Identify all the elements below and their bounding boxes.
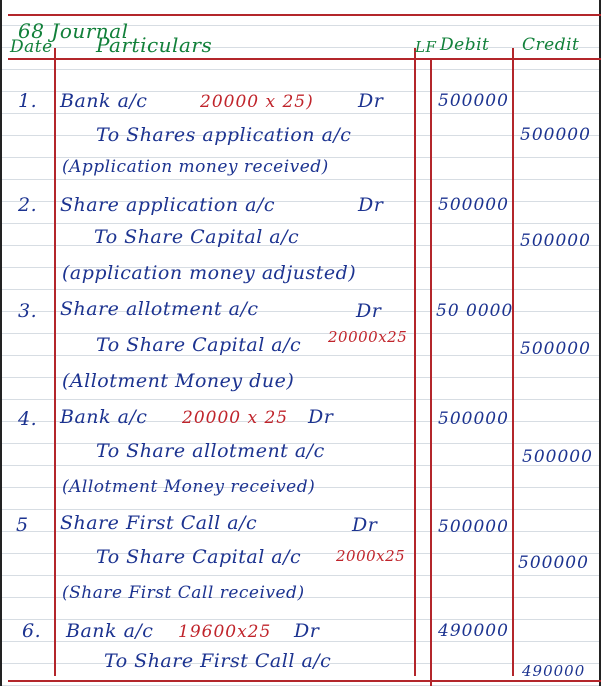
entry-3-dr: Dr: [356, 300, 382, 322]
entry-6-calc: 19600x25: [178, 622, 272, 642]
entry-3-credit-amount: 500000: [520, 339, 591, 359]
entry-2-debit-amount: 500000: [438, 195, 509, 215]
entry-2-credit-amount: 500000: [520, 231, 591, 251]
date-column-divider: [54, 48, 56, 676]
entry-2-dr: Dr: [358, 194, 384, 216]
entry-3-debit-amount: 50 0000: [436, 301, 514, 321]
entry-2-credit-account: To Share Capital a/c: [94, 226, 300, 248]
entry-6-dr: Dr: [294, 620, 320, 642]
entry-6-debit-amount: 490000: [438, 621, 509, 641]
entry-4-calc: 20000 x 25: [182, 408, 289, 428]
entry-6-debit-account: Bank a/c: [66, 620, 154, 642]
entry-2-debit-account: Share application a/c: [60, 194, 276, 216]
entry-1-debit-amount: 500000: [438, 91, 509, 111]
debit-column-divider: [430, 58, 432, 686]
entry-4-credit-amount: 500000: [522, 447, 593, 467]
entry-1-credit-account: To Shares application a/c: [96, 124, 352, 146]
entry-5-credit-amount: 500000: [518, 553, 589, 573]
entry-4-narration: (Allotment Money received): [62, 477, 316, 497]
entry-3-narration: (Allotment Money due): [62, 370, 295, 392]
entry-4-dr: Dr: [308, 406, 334, 428]
entry-5-debit-amount: 500000: [438, 517, 509, 537]
entry-5-debit-account: Share First Call a/c: [60, 512, 258, 534]
entry-4-debit-amount: 500000: [438, 409, 509, 429]
entry-3-credit-calc: 20000x25: [328, 328, 408, 346]
entry-6-credit-amount: 490000: [522, 662, 586, 680]
entry-5-credit-calc: 2000x25: [336, 547, 406, 565]
entry-4-credit-account: To Share allotment a/c: [96, 440, 325, 462]
top-rule: [8, 14, 601, 16]
page-left-edge: [0, 0, 2, 686]
entry-5-narration: (Share First Call received): [62, 583, 305, 603]
entry-2-date: 2.: [18, 194, 38, 216]
header-credit: Credit: [522, 35, 580, 55]
entry-2-narration: (application money adjusted): [62, 262, 357, 284]
header-debit: Debit: [440, 35, 490, 55]
lf-column-divider: [414, 48, 416, 676]
entry-3-debit-account: Share allotment a/c: [60, 298, 259, 320]
entry-4-date: 4.: [18, 408, 38, 430]
credit-column-divider: [512, 48, 514, 676]
entry-1-debit-account: Bank a/c: [60, 90, 148, 112]
entry-6-credit-account: To Share First Call a/c: [104, 650, 332, 672]
entry-3-credit-account: To Share Capital a/c: [96, 334, 302, 356]
entry-1-credit-amount: 500000: [520, 125, 591, 145]
entry-5-date: 5: [16, 514, 29, 536]
entry-5-credit-account: To Share Capital a/c: [96, 546, 302, 568]
entry-1-date: 1.: [18, 90, 38, 112]
header-lf: LF: [415, 38, 437, 56]
entry-4-debit-account: Bank a/c: [60, 406, 148, 428]
header-particulars: Particulars: [96, 33, 213, 57]
journal-title: 68 Journal: [18, 19, 129, 43]
entry-1-dr: Dr: [358, 90, 384, 112]
header-date: Date: [10, 37, 53, 57]
entry-1-narration: (Application money received): [62, 157, 329, 177]
entry-5-dr: Dr: [352, 514, 378, 536]
bottom-rule: [8, 680, 601, 682]
entry-6-date: 6.: [22, 620, 42, 642]
entry-3-date: 3.: [18, 300, 38, 322]
entry-1-calc: 20000 x 25): [200, 92, 314, 112]
